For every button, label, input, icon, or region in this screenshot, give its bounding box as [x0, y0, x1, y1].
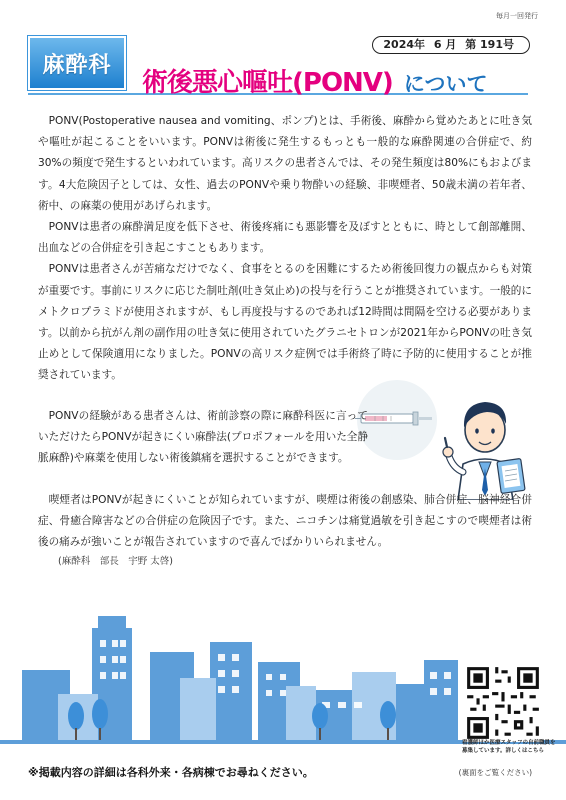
qr-code[interactable]	[463, 664, 543, 742]
paragraph-definition: PONV(Postoperative nausea and vomiting、ポンプ)とは、手術後、麻酔から覚めたあとに吐き気や嘔吐が起こることをいいます。PONVは術後に発生するもっとも一般的な麻酔関連の合併症で、約30%の頻度で発生するといわれています。高リスクの患者さんでは、その発生頻度は80%にもおよびます。4大危険因子としては、女性、過去のPONVや乗り物酔いの経験、非喫煙者、50歳未満の若年者、術中、の麻薬の使用があげられます。	[38, 115, 532, 212]
department-badge-label: 麻酔科	[42, 52, 112, 78]
recruitment-caption: 看護師ほか医療スタッフの自前職員を募集しています。詳しくはこちら	[462, 740, 556, 754]
issue-year: 2024年	[383, 38, 426, 51]
paragraph-countermeasures: PONVは患者さんが苦痛なだけでなく、食事をとるのを困難にするため術後回復力の観点からも対策が重要です。事前にリスクに応じた制吐剤(吐き気止め)の投与を行うことが推奨されています。一般的にメトクロプラミドが使用されますが、もし再度投与するのであれば12時間は間隔を空ける必要があります。以前から抗がん剤の副作用の吐き気に使用されていたグラニセトロンが2021年からPONVの吐き気止めとして保険適用になりました。PONVの高リスク症例では手術終了時に予防的に使用することが推奨されています。	[38, 263, 532, 382]
paragraph-smoking: 喫煙者はPONVが起きにくいことが知られていますが、喫煙は術後の創感染、肺合併症、脳神経合併症、骨癒合障害などの合併症の危険因子です。また、ニコチンは痛覚過敏を引き起こすので喫煙者は術後の痛みが強いことが報告されていますので喜んでばかりいられません。	[38, 494, 532, 549]
department-badge	[28, 36, 126, 90]
issue-info	[372, 36, 530, 54]
issue-month: 6 月	[433, 38, 457, 51]
publication-frequency: 毎月一回発行	[496, 12, 538, 20]
paragraph-complications: PONVは患者の麻酔満足度を低下させ、術後疼痛にも悪影響を及ぼすとともに、時として創部離開、出血などの合併症を引き起こすこともあります。	[38, 221, 532, 255]
title-main: 術後悪心嘔吐(PONV)	[142, 68, 393, 98]
article-body-bottom	[38, 490, 532, 554]
see-back-note: (裏面をご覧ください)	[458, 768, 532, 777]
page-title	[142, 62, 488, 99]
issue-number: 第 191号	[465, 38, 514, 51]
doctor-figure	[443, 402, 525, 500]
article-body-top	[38, 111, 532, 387]
paragraph-history: PONVの経験がある患者さんは、術前診察の際に麻酔科医に言っていただけたらPONVが起きにくい麻酔法(プロポフォールを用いた全静脈麻酔)や麻薬を使用しない術後鎮痛を選択することができます。	[38, 410, 368, 465]
title-sub: について	[403, 72, 488, 96]
footer-note: ※掲載内容の詳細は各科外来・各病棟でお尋ねください。	[28, 766, 314, 779]
doctor-illustration	[355, 372, 535, 500]
author-signature: (麻酔科 部長 宇野 太啓)	[58, 556, 173, 567]
article-body-middle	[38, 406, 368, 470]
